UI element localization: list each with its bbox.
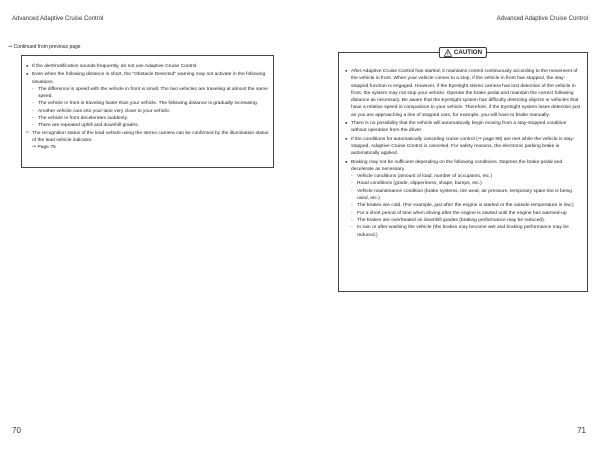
left-box-item-3: - The vehicle in front is traveling faster than your vehicle. The following distance is gradually increasing. — [26, 100, 269, 107]
warning-triangle-icon — [444, 49, 452, 57]
left-running-header: Advanced Adaptive Cruise Control — [12, 16, 104, 22]
right-running-header: Advanced Adaptive Cruise Control — [496, 16, 588, 22]
page-reference-link[interactable]: ⇒ Page 75 — [32, 145, 56, 151]
caution-item-10: - In rain or after washing the vehicle (the brakes may become wet and braking performance may be reduced.) — [345, 224, 581, 239]
left-page-number: 70 — [12, 426, 21, 435]
continued-from-previous-page: ⇒ Continued from previous page — [8, 44, 81, 50]
left-box-item-1: ● Even when the following distance is short, the "Obstacle Detected" warning may not activate in the following situations. — [26, 70, 269, 86]
caution-item-0: ● After Adaptive Cruise Control has started, it maintains control continuously according to the movement of the vehicle in front. When your vehicle comes to a stop, if the vehicle in front has stopped, the stay-stopped function is engaged. However, if the EyeSight stereo camera has lost detection of the vehicle in front, the system may not stop your vehicle. Operate the brake pedal and maintain the correct following distance as necessary. Be aware that the EyeSight system has difficulty detecting objects or vehicles that have a relative speed in comparison to your vehicle. Therefore, if the EyeSight system loses detection just as you are approaching a line of stopped cars, for example, you will have to brake manually. — [345, 67, 581, 119]
caution-item-4: - Vehicle conditions (amount of load, number of occupants, etc.) — [345, 173, 581, 180]
left-box-item-6: - There are repeated uphill and downhill grades. — [26, 122, 269, 129]
caution-item-5: - Road conditions (grade, slipperiness, shape, bumps, etc.) — [345, 180, 581, 187]
caution-item-7: - The brakes are cold. (For example, just after the engine is started or the outside temperature is low.) — [345, 202, 581, 209]
caution-item-6: - Vehicle maintenance condition (brake systems, tire wear, air pressure, temporary spare tire is being used, etc.) — [345, 188, 581, 203]
caution-item-9: - The brakes are overheated on downhill grades (braking performance may be reduced). — [345, 217, 581, 224]
caution-item-8: - For a short period of time when driving after the engine is started until the engine has warmed-up — [345, 210, 581, 217]
caution-box — [338, 48, 588, 292]
right-page-number: 71 — [577, 426, 586, 435]
left-box-item-5: - The vehicle in front decelerates suddenly. — [26, 115, 269, 122]
left-box-item-4: - Another vehicle cuts into your lane very close to your vehicle. — [26, 108, 269, 115]
footnote-text: The recognition status of the lead vehicle using the stereo camera can be confirmed by the illumination status of the lead vehicle indicator. — [32, 130, 269, 143]
left-box-item-2: - The difference in speed with the vehicle in front is small. The two vehicles are traveling at almost the same speed. — [26, 86, 269, 101]
left-notice-box — [21, 55, 274, 168]
left-box-item-0: ● If the alert/notification sounds frequently, do not use Adaptive Cruise Control. — [26, 62, 269, 70]
footnote — [26, 130, 269, 145]
caution-label: CAUTION — [453, 48, 483, 56]
caution-badge — [439, 47, 487, 58]
caution-item-2: ● If the conditions for automatically canceling cruise control (⇒ page 88) are met while the vehicle is stay-stopped, Adaptive Cruise Control is canceled. For safety reasons, the electronic parking brake is automatically applied. — [345, 135, 581, 158]
right-page — [300, 0, 600, 450]
footnote-mark: *: — [26, 130, 30, 136]
caution-item-1: ● There is no possibility that the vehicle will automatically begin moving from a stay-stopped condition without operation from the driver. — [345, 119, 581, 135]
caution-item-3: ● Braking may not be sufficient depending on the following conditions. Depress the brake pedal and decelerate as necessary. — [345, 158, 581, 174]
